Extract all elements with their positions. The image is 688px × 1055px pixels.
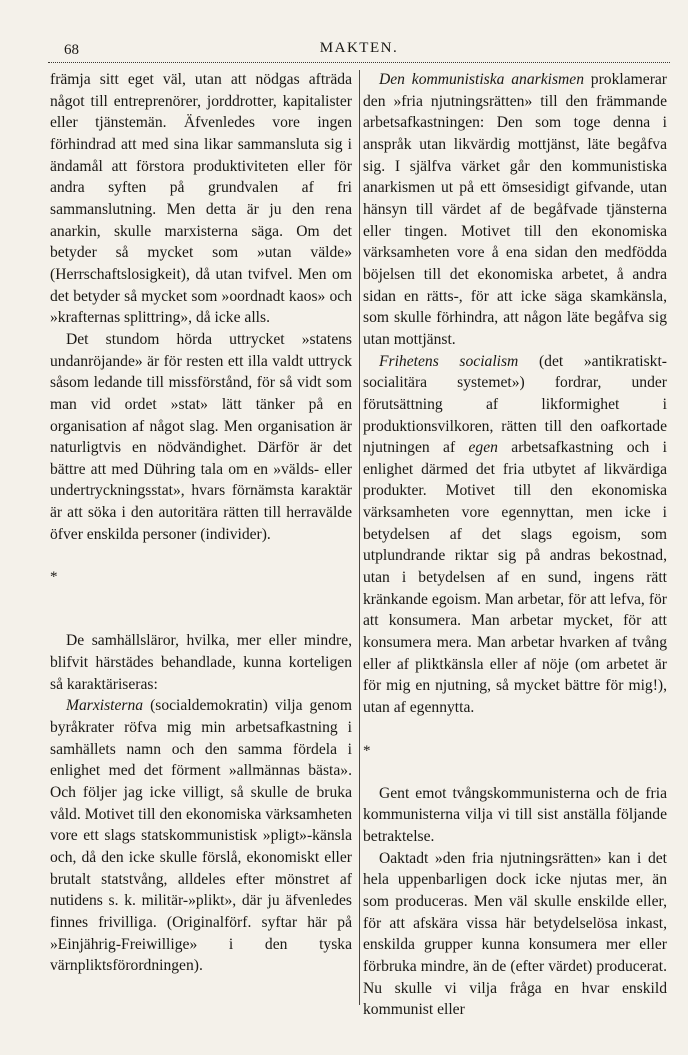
paragraph [363,351,667,719]
paragraph-text: (det »antikratiskt-socialitära systemet») fordrar, under förutsättning af likformighet i produktionsvilkoren, rätten till den oafkortade njutningen af [363,352,668,457]
section-divider-asterisk: * [50,569,58,586]
page-number: 68 [64,42,79,58]
term-egen: egen [468,439,498,457]
paragraph: Oaktadt »den fria njutningsrätten» kan i det hela uppenbarligen dock icke njutas mer, än som produceras. Men väl skulle enskilde eller, för att afskära vissa här betydelselösa inkast, enskilda grupper kunna konsumera mer eller förbruka mindre, än de (efter värdet) producerat. Nu skulle vi vilja fråga en hvar enskild kommunist eller [363,849,667,1019]
paragraph-text: proklamerar den »fria njutningsrätten» till den främmande arbetsafkastningen: Den som toge denna i anspråk utan likvärdig mottjänst, läte begåfva sig. I själfva värket går den kommunistiska anarkismen ut på ett ömsesidigt gifvande, utan hänsyn till värdet af de begåfvade tjänsterna eller tingen. Motivet till den ekonomiska värksamheten vore å ena sidan den medfödda böjelsen till det ekonomiska arbetet, å andra sidan en rätts-, för att icke säga skamkänsla, som skulle förhindra, att någon läte begåfva sig utan mottjänst. [363,71,667,348]
term-kommunistiska-anarkismen: Den kommunistiska anarkismen [379,71,585,88]
running-title: MAKTEN. [319,40,399,56]
right-column [363,69,667,1021]
paragraph-text: (socialdemokratin) vilja genom byråkrater röfva mig min arbetsafkastning i samhällets namn och den samma fördela i enlighet med det förment »allmännas bästa». Och följer jag icke villigt, så skulle de bruka våld. Motivet till den ekonomiska värksamheten vore ett slags statskommunistisk »pligt»-känsla och, då den icke skulle förslå, ekonomiskt eller brutalt statstvång, alldeles efter mönstret af nutidens s. k. militär-»plikt», där ju äfvenledes finnes frivilliga. (Originalförf. syftar här på »Einjährig-Freiwillige» i den tyska värnpliktsförordningen). [50,697,352,975]
paragraph: främja sitt eget väl, utan att nödgas afträda något till entreprenörer, jorddrotter, kapitalister eller tjänstemän. Äfvenledes vore ingen förhindrad att med sina likar sammansluta sig i ändamål att förstora produktiviteten eller för andra syften på grundvalen af fri sammanslutning. Men detta är ju den rena anarkin, skulle marxisterna säga. Om det betyder så mycket som »utan välde» (Herrschaftslosigkeit), då utan tvifvel. Men om det betyder så mycket som »oordnadt kaos» och »krafternas splittring», då icke alls. [50,71,352,327]
page-header [48,34,670,60]
column-divider [359,70,360,1005]
paragraph: Det stundom hörda uttrycket »statens undanröjande» är för resten ett illa valdt uttryck såsom ledande till missförstånd, för så vidt som man vid ordet »stat» lätt tänker på en organisation af något slag. Men organisation är naturligtvis en nödvändighet. Därför är det bättre att med Dühring tala om en »välds- eller undertryckningsstat», hvars förnämsta karaktär är att söka i den autoritära rätten till herravälde öfver enskilda personer (individer). [50,330,352,543]
paragraph-text: arbetsafkastning och i enlighet därmed det fria utbytet af likvärdiga produkter. Motivet till den ekonomiska värksamheten vore egennyttan, men icke i betydelsen af det slags egoism, som utplundrande riktar sig på andras bekostnad, utan i betydelsen af en sund, ingens rätt kränkande egoism. Man arbetar, för att lefva, för att konsumera. Man arbetar mycket, för att konsumera mera. Man arbetar hvarken af tvång eller af pliktkänsla eller af nöje (om arbetet är för mig en njutning, så mycket bättre för mig!), utan af egennytta. [363,439,667,717]
term-frihetens-socialism: Frihetens socialism [379,352,519,370]
paragraph: De samhällsläror, hvilka, mer eller mindre, blifvit härstädes behandlade, kunna korteligen så karaktäriseras: [50,632,352,693]
section-divider-asterisk: * [363,742,371,759]
paragraph [363,69,667,351]
left-column [50,69,352,977]
paragraph [50,695,352,977]
header-rule [48,62,670,63]
term-marxisterna: Marxisterna [66,697,144,715]
paragraph: Gent emot tvångskommunisterna och de fria kommunisterna vilja vi till sist anställa följande betraktelse. [363,784,667,845]
